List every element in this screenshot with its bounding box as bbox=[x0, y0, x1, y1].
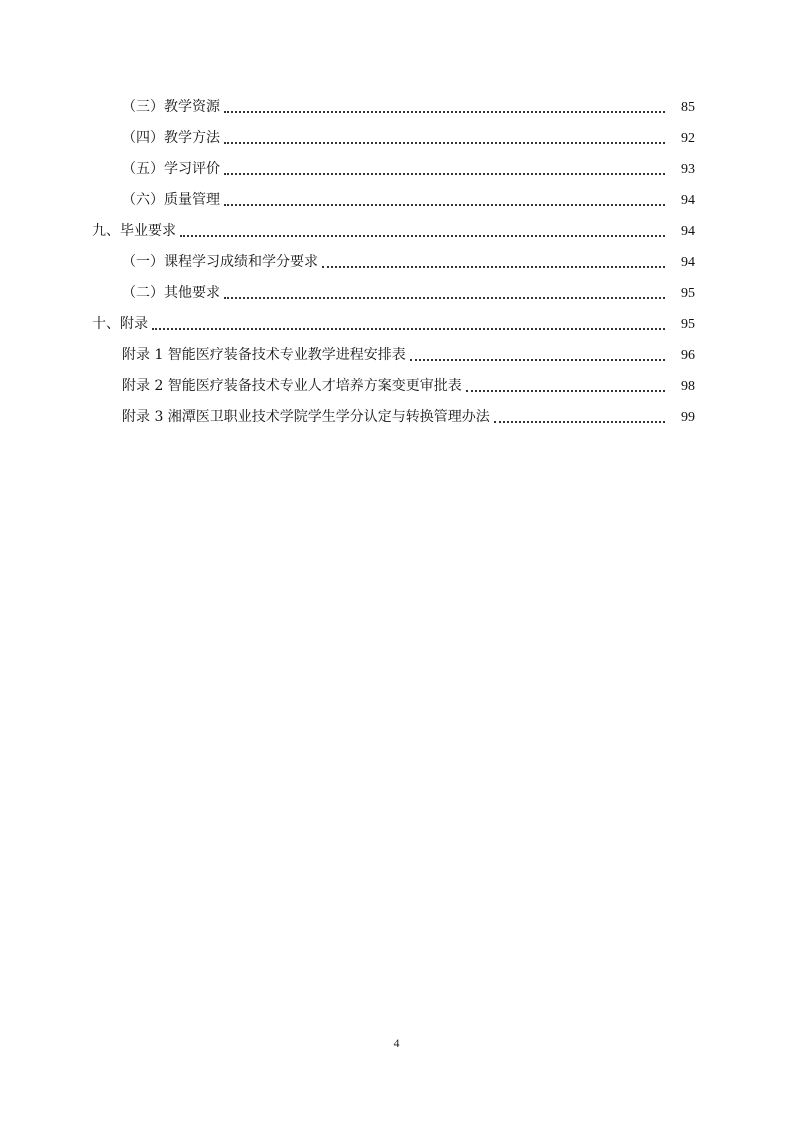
toc-entry-page: 95 bbox=[681, 286, 695, 301]
toc-leader-dots bbox=[180, 216, 665, 247]
toc-entry-page: 98 bbox=[681, 379, 695, 394]
toc-entry[interactable] bbox=[0, 309, 793, 340]
table-of-contents bbox=[0, 92, 793, 433]
toc-entry[interactable] bbox=[0, 247, 793, 278]
toc-entry-title: 附录 2 智能医疗装备技术专业人才培养方案变更审批表 bbox=[122, 378, 462, 394]
toc-leader-dots bbox=[494, 402, 665, 433]
toc-entry-title: 九、毕业要求 bbox=[92, 223, 176, 239]
toc-entry-page: 94 bbox=[681, 224, 695, 239]
toc-entry-page: 95 bbox=[681, 317, 695, 332]
toc-entry-page: 99 bbox=[681, 410, 695, 425]
toc-entry[interactable] bbox=[0, 185, 793, 216]
toc-entry-title: （二）其他要求 bbox=[122, 285, 220, 301]
toc-entry-title: 附录 1 智能医疗装备技术专业教学进程安排表 bbox=[122, 347, 406, 363]
toc-entry-title: 十、附录 bbox=[92, 316, 148, 332]
toc-entry-page: 94 bbox=[681, 255, 695, 270]
toc-entry-title: （六）质量管理 bbox=[122, 192, 220, 208]
toc-entry[interactable] bbox=[0, 123, 793, 154]
toc-leader-dots bbox=[224, 154, 665, 185]
toc-entry-page: 93 bbox=[681, 162, 695, 177]
toc-leader-dots bbox=[224, 278, 665, 309]
toc-entry-title: （四）教学方法 bbox=[122, 130, 220, 146]
toc-entry[interactable] bbox=[0, 340, 793, 371]
toc-leader-dots bbox=[224, 123, 665, 154]
toc-leader-dots bbox=[224, 92, 665, 123]
page-number: 4 bbox=[393, 1036, 400, 1050]
toc-leader-dots bbox=[224, 185, 665, 216]
toc-entry-title: （五）学习评价 bbox=[122, 161, 220, 177]
toc-entry[interactable] bbox=[0, 278, 793, 309]
toc-leader-dots bbox=[152, 309, 665, 340]
toc-leader-dots bbox=[466, 371, 665, 402]
toc-entry[interactable] bbox=[0, 92, 793, 123]
toc-entry[interactable] bbox=[0, 216, 793, 247]
toc-entry-title: （一）课程学习成绩和学分要求 bbox=[122, 254, 318, 270]
toc-entry[interactable] bbox=[0, 154, 793, 185]
toc-entry-page: 96 bbox=[681, 348, 695, 363]
toc-entry-page: 85 bbox=[681, 100, 695, 115]
toc-entry-title: （三）教学资源 bbox=[122, 99, 220, 115]
toc-entry-page: 94 bbox=[681, 193, 695, 208]
toc-entry[interactable] bbox=[0, 371, 793, 402]
toc-entry-title: 附录 3 湘潭医卫职业技术学院学生学分认定与转换管理办法 bbox=[122, 409, 490, 425]
toc-leader-dots bbox=[410, 340, 665, 371]
toc-entry-page: 92 bbox=[681, 131, 695, 146]
toc-entry[interactable] bbox=[0, 402, 793, 433]
toc-leader-dots bbox=[322, 247, 665, 278]
